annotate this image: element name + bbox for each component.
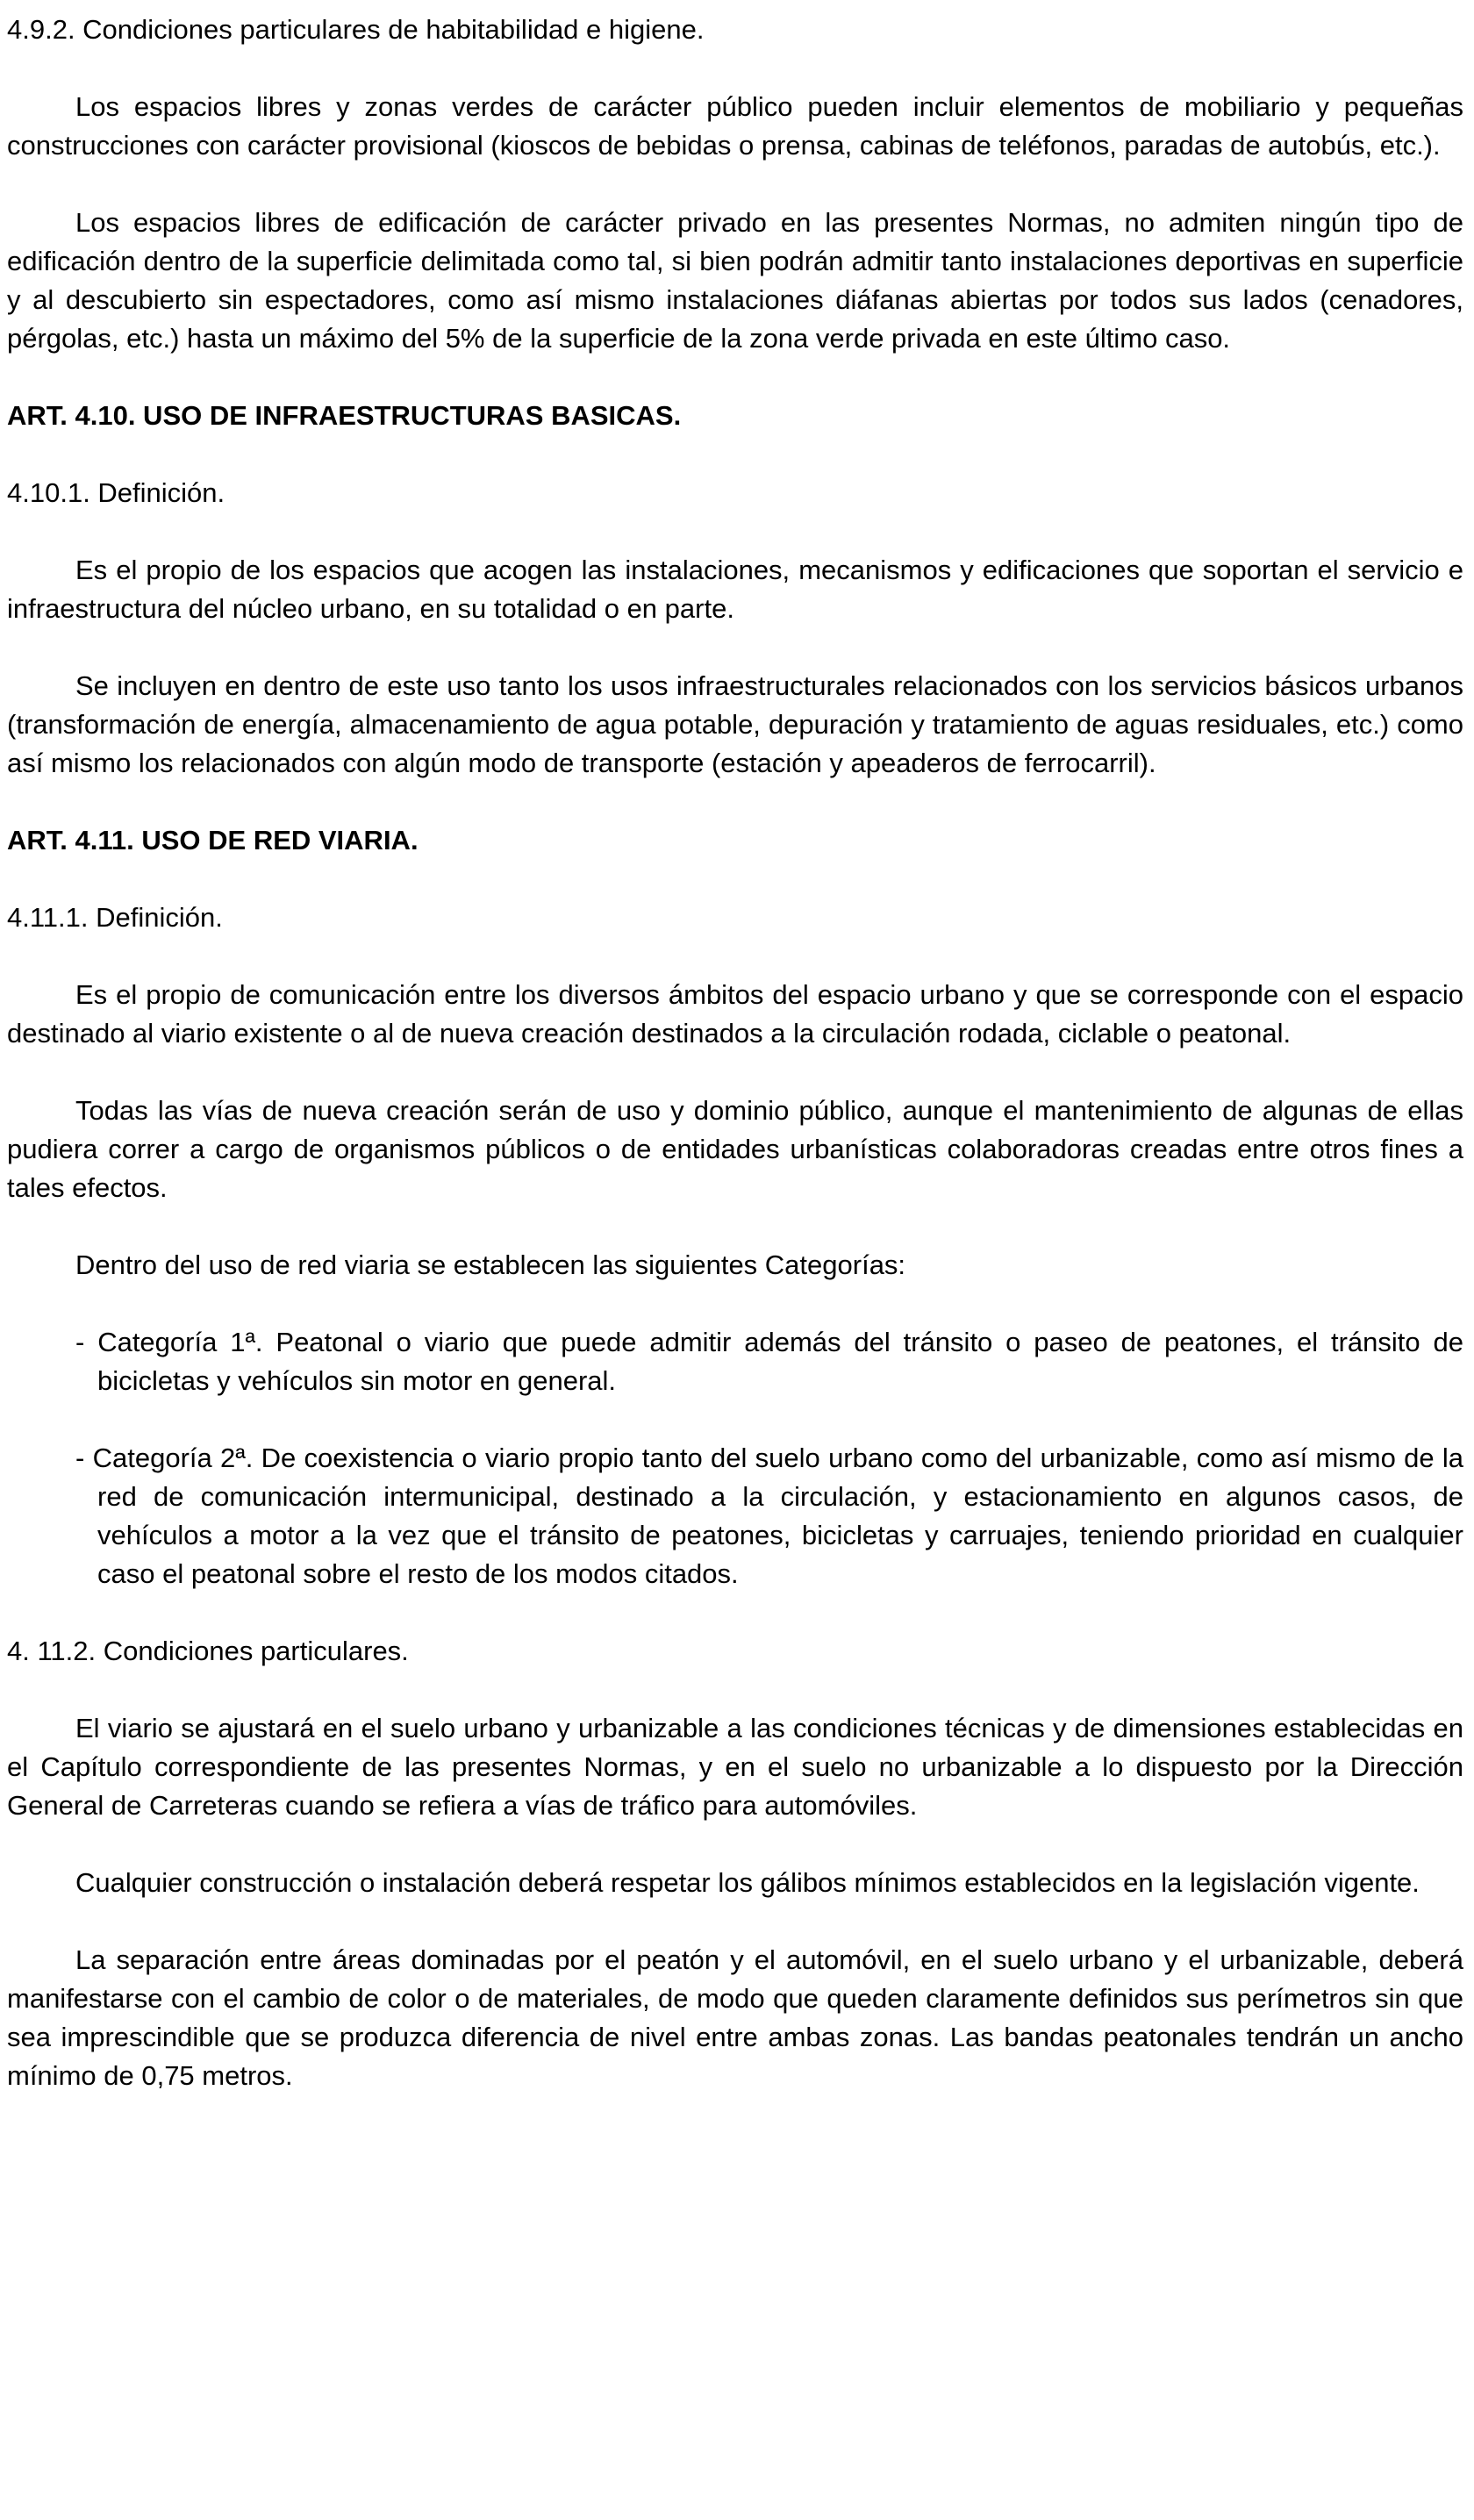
paragraph: Cualquier construcción o instalación deberá respetar los gálibos mínimos establecidos en la legislación vigente.	[75, 1867, 1420, 1898]
section-heading: 4.10.1. Definición.	[7, 477, 225, 508]
list-item: - Categoría 1ª. Peatonal o viario que puede admitir además del tránsito o paseo de peatones, el tránsito de bicicletas y vehículos sin motor en general.	[75, 1327, 1463, 1396]
section-heading: 4.11.1. Definición.	[7, 902, 223, 933]
section-heading: 4. 11.2. Condiciones particulares.	[7, 1636, 409, 1666]
paragraph: Los espacios libres y zonas verdes de carácter público pueden incluir elementos de mobiliario y pequeñas construcciones con carácter provisional (kioscos de bebidas o prensa, cabinas de teléfonos, paradas de autobús, etc.).	[7, 91, 1463, 161]
article-heading: ART. 4.10. USO DE INFRAESTRUCTURAS BASICAS.	[7, 400, 682, 431]
paragraph: La separación entre áreas dominadas por el peatón y el automóvil, en el suelo urbano y el urbanizable, deberá manifestarse con el cambio de color o de materiales, de modo que queden claramente definidos sus perímetros sin que sea imprescindible que se produzca diferencia de nivel entre ambas zonas. Las bandas peatonales tendrán un ancho mínimo de 0,75 metros.	[7, 1944, 1463, 2091]
paragraph: Es el propio de los espacios que acogen las instalaciones, mecanismos y edificaciones que soportan el servicio e infraestructura del núcleo urbano, en su totalidad o en parte.	[7, 555, 1463, 624]
article-heading: ART. 4.11. USO DE RED VIARIA.	[7, 825, 419, 856]
paragraph: Los espacios libres de edificación de carácter privado en las presentes Normas, no admiten ningún tipo de edificación dentro de la superficie delimitada como tal, si bien podrán admitir tanto instalaciones deportivas en superficie y al descubierto sin espectadores, como así mismo instalaciones diáfanas abiertas por todos sus lados (cenadores, pérgolas, etc.) hasta un máximo del 5% de la superficie de la zona verde privada en este último caso.	[7, 207, 1463, 354]
paragraph: El viario se ajustará en el suelo urbano y urbanizable a las condiciones técnicas y de dimensiones establecidas en el Capítulo correspondiente de las presentes Normas, y en el suelo no urbanizable a lo dispuesto por la Dirección General de Carreteras cuando se refiera a vías de tráfico para automóviles.	[7, 1713, 1463, 1821]
paragraph: Dentro del uso de red viaria se establecen las siguientes Categorías:	[75, 1249, 906, 1280]
paragraph: Es el propio de comunicación entre los diversos ámbitos del espacio urbano y que se corresponde con el espacio destinado al viario existente o al de nueva creación destinados a la circulación rodada, ciclable o peatonal.	[7, 979, 1463, 1049]
paragraph: Se incluyen en dentro de este uso tanto los usos infraestructurales relacionados con los servicios básicos urbanos (transformación de energía, almacenamiento de agua potable, depuración y tratamiento de aguas residuales, etc.) como así mismo los relacionados con algún modo de transporte (estación y apeaderos de ferrocarril).	[7, 670, 1463, 778]
section-heading: 4.9.2. Condiciones particulares de habitabilidad e higiene.	[7, 14, 705, 45]
paragraph: Todas las vías de nueva creación serán de uso y dominio público, aunque el mantenimiento de algunas de ellas pudiera correr a cargo de organismos públicos o de entidades urbanísticas colaboradoras creadas entre otros fines a tales efectos.	[7, 1095, 1463, 1203]
list-item: - Categoría 2ª. De coexistencia o viario propio tanto del suelo urbano como del urbanizable, como así mismo de la red de comunicación intermunicipal, destinado a la circulación, y estacionamiento en algunos casos, de vehículos a motor a la vez que el tránsito de peatones, bicicletas y carruajes, teniendo prioridad en cualquier caso el peatonal sobre el resto de los modos citados.	[75, 1443, 1463, 1589]
